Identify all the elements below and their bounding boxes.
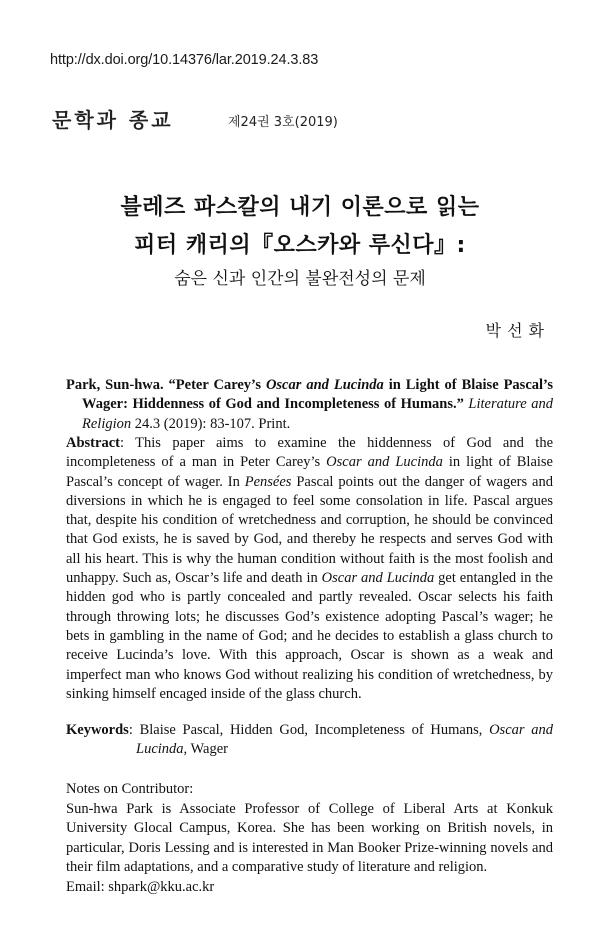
abstract-label: Abstract	[66, 435, 120, 451]
abstract	[66, 434, 553, 704]
abstract-text-2: in light of Blaise Pascal’s concept of wager. In	[66, 454, 553, 490]
citation-journal: Literature and Religion	[82, 396, 553, 432]
title-line-2: 피터 캐리의『오스카와 루신다』:	[134, 233, 466, 258]
contributor-bio: Sun-hwa Park is Associate Professor of College of Liberal Arts at Konkuk University Glocal Campus, Korea. She has been working on British novels, in particular, Doris Lessing and is interested in Man Booker Prize-winning novels and their film adaptations, and a comparative study of literature and religion.	[66, 801, 553, 875]
subtitle: 숨은 신과 인간의 불완전성의 문제	[174, 269, 426, 289]
contributor-heading: Notes on Contributor:	[66, 781, 194, 797]
abstract-italic-2: Pensées	[244, 473, 292, 490]
issue-info: 제24권 3호(2019)	[228, 115, 338, 130]
title-line-1: 블레즈 파스칼의 내기 이론으로 읽는	[120, 195, 480, 220]
citation-bold-suffix: in Light of Blaise Pascal’s Wager: Hiddenness of God and Incompleteness of Humans.”	[82, 377, 553, 413]
keywords-italic: Oscar and Lucinda	[136, 722, 553, 758]
abstract-italic-1: Oscar and Lucinda	[326, 454, 443, 471]
citation-title-italic: Oscar and Lucinda	[265, 377, 384, 393]
author-name: 박선화	[485, 321, 550, 340]
citation	[66, 376, 553, 434]
keywords	[66, 721, 553, 760]
contributor-email[interactable]: Email: shpark@kku.ac.kr	[66, 879, 215, 895]
abstract-text-4: get entangled in the hidden god who is partly concealed and partly revealed. Oscar selects his faith through throwing lots; he discusses God’s existence adopting Pascal’s wager; he bets in gambling in the name of God; and he decides to establish a glass church to receive Lucinda’s love. With this approach, Oscar is shown as a weak and imperfect man who knows God without realizing his condition of wretchedness, by sinking himself encaged inside of the glass church.	[66, 570, 553, 702]
keywords-label: Keywords	[66, 722, 129, 738]
citation-rest: 24.3 (2019): 83-107. Print.	[131, 415, 291, 432]
abstract-text-1: : This paper aims to examine the hiddenness of God and the incompleteness of a man in Peter Carey’s	[66, 435, 553, 471]
keywords-text-1: : Blaise Pascal, Hidden God, Incompleteness of Humans,	[128, 722, 490, 738]
keywords-text-2: , Wager	[183, 741, 228, 758]
abstract-text-3: Pascal points out the danger of wagers and diversions in which he is engaged to feel some consolation in life. Pascal argues that, despite his condition of wretchedness and corruption, he should be convinced that God exists, he is saved by God, and thereby he respects and serves God with all his heart. This is why the human condition without faith is the most foolish and unhappy. Such as, Oscar’s life and death in	[66, 473, 553, 587]
doi-link[interactable]: http://dx.doi.org/10.14376/lar.2019.24.3.83	[50, 52, 319, 68]
abstract-italic-3: Oscar and Lucinda	[321, 570, 435, 587]
citation-bold-prefix: Park, Sun-hwa. “Peter Carey’s	[66, 377, 266, 393]
journal-logo: 문학과 종교	[52, 108, 174, 132]
